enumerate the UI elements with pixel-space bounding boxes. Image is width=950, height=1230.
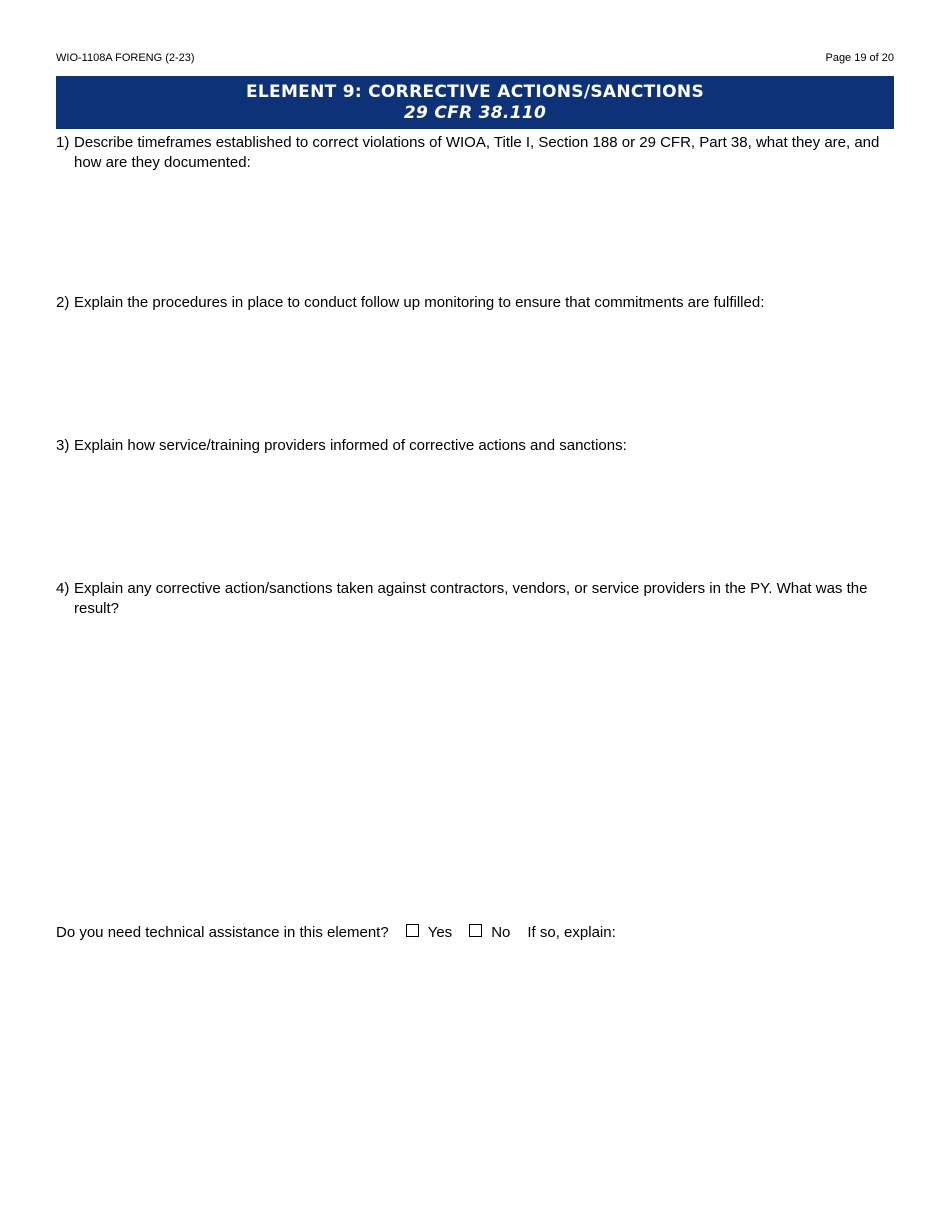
question-1-number: 1) [56,134,70,151]
question-3 [56,436,894,456]
section-title: ELEMENT 9: CORRECTIVE ACTIONS/SANCTIONS [245,82,705,102]
question-4-number: 4) [56,580,70,597]
no-checkbox[interactable] [469,924,482,937]
section-citation: 29 CFR 38.110 [403,103,547,123]
technical-assistance-question: Do you need technical assistance in this element? [56,924,389,941]
page-number: Page 19 of 20 [825,52,894,64]
question-4 [56,579,894,619]
no-label: No [491,924,511,941]
yes-label: Yes [427,924,453,941]
technical-assistance-row [56,923,616,943]
explain-label: If so, explain: [527,924,616,941]
question-3-text: Explain how service/training providers informed of corrective actions and sanctions: [74,437,627,454]
question-2-number: 2) [56,294,70,311]
section-banner [56,76,894,129]
question-2 [56,293,894,313]
question-1-text: Describe timeframes established to correct violations of WIOA, Title I, Section 188 or 29 CFR, Part 38, what they are, and how are they documented: [74,134,880,171]
question-4-text: Explain any corrective action/sanctions taken against contractors, vendors, or service providers in the PY. What was the result? [74,580,868,617]
question-2-text: Explain the procedures in place to conduct follow up monitoring to ensure that commitments are fulfilled: [74,294,765,311]
form-id: WIO-1108A FORENG (2-23) [56,52,195,64]
question-3-number: 3) [56,437,70,454]
yes-checkbox[interactable] [406,924,419,937]
question-1 [56,133,894,173]
